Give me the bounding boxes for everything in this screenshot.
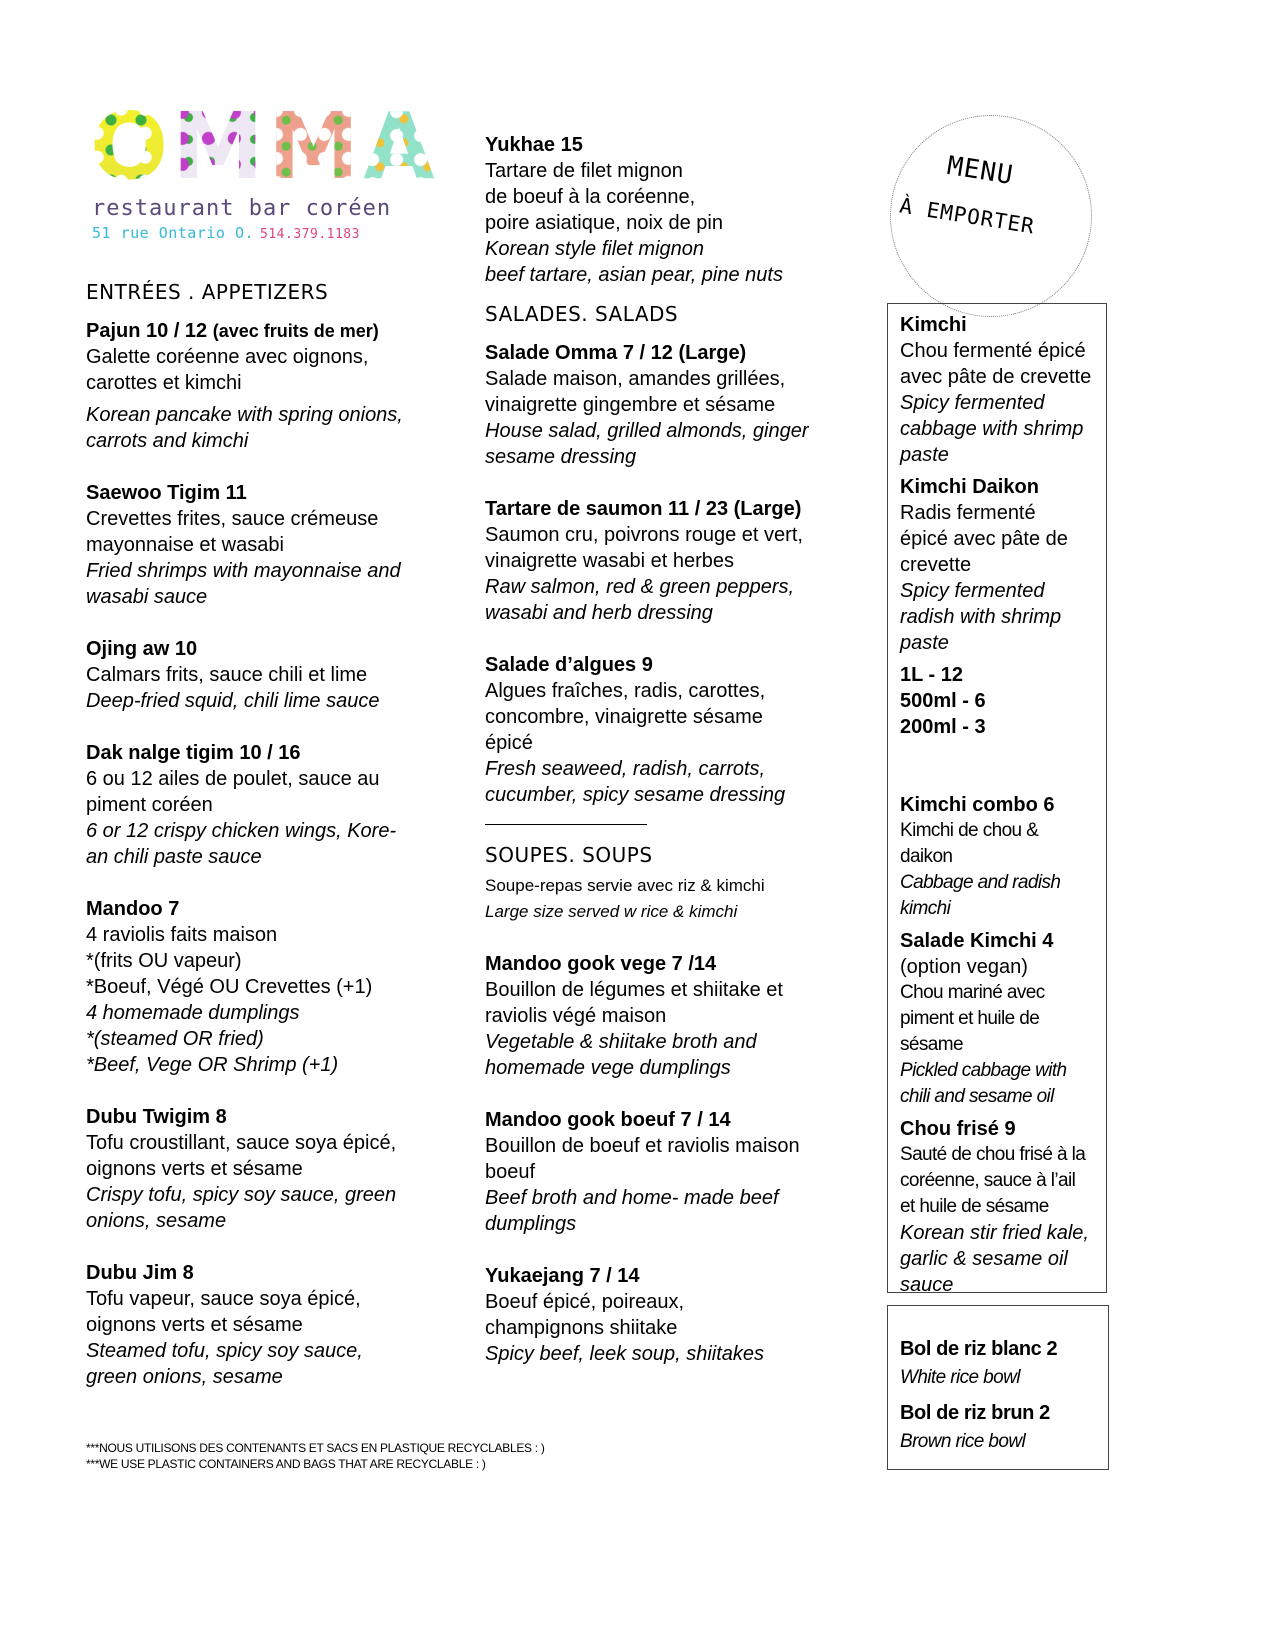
- item-desc-fr: piment et huile de: [900, 1008, 1040, 1029]
- item-desc-en: 6 or 12 crispy chicken wings, Kore-: [86, 820, 397, 842]
- item-name: Salade Kimchi 4: [900, 930, 1054, 952]
- takeout-stamp: [890, 115, 1092, 317]
- item-desc-en: wasabi and herb dressing: [485, 602, 713, 624]
- soups-subtitle-fr: Soupe-repas servie avec riz & kimchi: [485, 876, 765, 895]
- item-desc-fr: Chou fermenté épicé: [900, 340, 1086, 362]
- item-desc-en: Steamed tofu, spicy soy sauce,: [86, 1340, 363, 1362]
- middle-column: [485, 132, 855, 1393]
- item-desc-fr: daikon: [900, 846, 953, 867]
- section-divider: [485, 824, 647, 825]
- item-desc-fr: boeuf: [485, 1161, 536, 1183]
- item-desc-fr: épicé avec pâte de: [900, 528, 1068, 550]
- item-desc-en: paste: [900, 444, 949, 466]
- item-desc-fr: vinaigrette gingembre et sésame: [485, 394, 776, 416]
- item-name: Yukaejang 7 / 14: [485, 1265, 640, 1287]
- item-desc-fr: concombre, vinaigrette sésame: [485, 706, 763, 728]
- item-desc-en: House salad, grilled almonds, ginger: [485, 420, 809, 442]
- item-desc-fr: et huile de sésame: [900, 1196, 1049, 1217]
- item-desc-en: Pickled cabbage with: [900, 1060, 1067, 1081]
- item-desc-en: Fried shrimps with mayonnaise and: [86, 560, 401, 582]
- item-name: Kimchi combo 6: [900, 794, 1055, 816]
- item-name: Kimchi: [900, 314, 967, 336]
- item-desc-fr: 4 raviolis faits maison: [86, 924, 278, 946]
- item-desc-fr: vinaigrette wasabi et herbes: [485, 550, 735, 572]
- size-price: 1L - 12: [900, 664, 963, 686]
- item-desc-fr: Crevettes frites, sauce crémeuse: [86, 508, 379, 530]
- item-desc-fr: champignons shiitake: [485, 1317, 678, 1339]
- item-name: Tartare de saumon 11 / 23 (Large): [485, 498, 802, 520]
- item-name: Salade Omma 7 / 12 (Large): [485, 342, 747, 364]
- item-name: Dubu Jim 8: [86, 1262, 194, 1284]
- item-desc-fr: mayonnaise et wasabi: [86, 534, 284, 556]
- item-name: Saewoo Tigim 11: [86, 482, 247, 504]
- size-price: 500ml - 6: [900, 690, 986, 712]
- item-desc-en: onions, sesame: [86, 1210, 227, 1232]
- item-desc-fr: Tofu croustillant, sauce soya épicé,: [86, 1132, 397, 1154]
- menu-item-tartare-saumon: [485, 496, 855, 626]
- item-note: (option vegan): [900, 956, 1028, 978]
- item-desc-fr: sésame: [900, 1034, 963, 1055]
- item-desc-en: beef tartare, asian pear, pine nuts: [485, 264, 783, 286]
- rice-box: [887, 1305, 1109, 1470]
- item-name: Ojing aw 10: [86, 638, 198, 660]
- section-title-soups: SOUPES. SOUPS: [485, 843, 653, 867]
- item-name: Bol de riz brun 2: [900, 1402, 1050, 1424]
- item-desc-fr: *(frits OU vapeur): [86, 950, 242, 972]
- menu-item-dubu-jim: [86, 1260, 466, 1390]
- menu-item-kimchi-daikon: [900, 474, 1106, 656]
- item-desc-fr: Algues fraîches, radis, carottes,: [485, 680, 766, 702]
- item-desc-en: radish with shrimp: [900, 606, 1062, 628]
- section-title-appetizers: ENTRÉES . APPETIZERS: [86, 280, 329, 304]
- item-name: Dak nalge tigim 10 / 16: [86, 742, 301, 764]
- logo-letter: M: [267, 93, 360, 200]
- item-desc-fr: carottes et kimchi: [86, 372, 242, 394]
- item-name: Chou frisé 9: [900, 1118, 1016, 1140]
- menu-item-mandoo: [86, 896, 466, 1078]
- item-name: Mandoo 7: [86, 898, 180, 920]
- item-desc-en: homemade vege dumplings: [485, 1057, 731, 1079]
- item-desc-en: Vegetable & shiitake broth and: [485, 1031, 757, 1053]
- item-desc-fr: poire asiatique, noix de pin: [485, 212, 723, 234]
- item-desc-en: Spicy fermented: [900, 580, 1045, 602]
- item-desc-en: Beef broth and home- made beef: [485, 1187, 779, 1209]
- item-name: Yukhae 15: [485, 134, 583, 156]
- size-price: 200ml - 3: [900, 716, 986, 738]
- recycling-note-en: ***WE USE PLASTIC CONTAINERS AND BAGS THAT ARE RECYCLABLE : ): [86, 1457, 486, 1471]
- item-desc-fr: Saumon cru, poivrons rouge et vert,: [485, 524, 803, 546]
- menu-item-pajun: [86, 318, 466, 454]
- item-desc-fr: oignons verts et sésame: [86, 1158, 303, 1180]
- logo-letter: A: [363, 93, 435, 200]
- item-desc-en: Raw salmon, red & green peppers,: [485, 576, 795, 598]
- item-name: Kimchi Daikon: [900, 476, 1039, 498]
- item-desc-fr: de boeuf à la coréenne,: [485, 186, 696, 208]
- item-desc-en: Crispy tofu, spicy soy sauce, green: [86, 1184, 397, 1206]
- address-line: [92, 224, 360, 242]
- recycling-note-fr: ***NOUS UTILISONS DES CONTENANTS ET SACS EN PLASTIQUE RECYCLABLES : ): [86, 1441, 545, 1455]
- item-desc-en: cabbage with shrimp: [900, 418, 1084, 440]
- item-desc-en: *(steamed OR fried): [86, 1028, 264, 1050]
- menu-item-yukhae: [485, 132, 855, 288]
- item-desc-en: carrots and kimchi: [86, 430, 249, 452]
- item-desc-en: garlic & sesame oil: [900, 1248, 1068, 1270]
- omma-logo: [90, 93, 435, 200]
- menu-item-kimchi-combo: [900, 792, 1106, 922]
- item-desc-fr: oignons verts et sésame: [86, 1314, 303, 1336]
- menu-item-saewoo-tigim: [86, 480, 466, 610]
- item-desc-fr: Sauté de chou frisé à la: [900, 1144, 1086, 1165]
- item-desc-fr: Bouillon de légumes et shiitake et: [485, 979, 783, 1001]
- item-desc-fr: 6 ou 12 ailes de poulet, sauce au: [86, 768, 380, 790]
- item-desc-fr: Chou mariné avec: [900, 982, 1045, 1003]
- item-desc-en: Korean style filet mignon: [485, 238, 705, 260]
- kimchi-box: [887, 303, 1107, 1296]
- menu-item-mandoo-gook-vege: [485, 951, 855, 1081]
- item-name: Mandoo gook vege 7 /14: [485, 953, 717, 975]
- section-title-salads: SALADES. SALADS: [485, 302, 679, 326]
- logo-letter: O: [90, 93, 169, 200]
- menu-item-kimchi: [900, 312, 1106, 468]
- item-desc-en: sauce: [900, 1274, 954, 1296]
- item-desc-fr: Calmars frits, sauce chili et lime: [86, 664, 368, 686]
- item-desc-en: Korean pancake with spring onions,: [86, 404, 403, 426]
- logo-letter: M: [172, 93, 264, 200]
- item-desc-en: Cabbage and radish: [900, 872, 1061, 893]
- item-name: Dubu Twigim 8: [86, 1106, 227, 1128]
- item-name: Mandoo gook boeuf 7 / 14: [485, 1109, 731, 1131]
- kimchi-sizes: [900, 662, 1106, 740]
- item-desc-fr: Tofu vapeur, sauce soya épicé,: [86, 1288, 361, 1310]
- item-desc-en: dumplings: [485, 1213, 577, 1235]
- item-desc-fr: Kimchi de chou &: [900, 820, 1039, 841]
- item-desc-fr: avec pâte de crevette: [900, 366, 1092, 388]
- item-desc-fr: coréenne, sauce à l’ail: [900, 1170, 1076, 1191]
- item-desc-en: chili and sesame oil: [900, 1086, 1054, 1107]
- stamp-menu-text: MENU: [945, 150, 1016, 192]
- menu-item-dak-nalge-tigim: [86, 740, 466, 870]
- menu-item-salade-algues: [485, 652, 855, 808]
- item-desc-fr: Radis fermenté: [900, 502, 1036, 524]
- item-desc-en: Deep-fried squid, chili lime sauce: [86, 690, 380, 712]
- item-desc-fr: Salade maison, amandes grillées,: [485, 368, 786, 390]
- item-desc-en: wasabi sauce: [86, 586, 208, 608]
- item-desc-en: Spicy beef, leek soup, shiitakes: [485, 1343, 765, 1365]
- menu-item-salade-omma: [485, 340, 855, 470]
- menu-item-salade-kimchi: [900, 928, 1106, 1110]
- item-desc-en: sesame dressing: [485, 446, 637, 468]
- item-desc-fr: Bouillon de boeuf et raviolis maison: [485, 1135, 800, 1157]
- menu-item-mandoo-gook-boeuf: [485, 1107, 855, 1237]
- item-desc-en: Korean stir fried kale,: [900, 1222, 1089, 1244]
- item-desc-en: an chili paste sauce: [86, 846, 262, 868]
- menu-item-dubu-twigim: [86, 1104, 466, 1234]
- item-desc-fr: Galette coréenne avec oignons,: [86, 346, 369, 368]
- item-desc-en: *Beef, Vege OR Shrimp (+1): [86, 1054, 339, 1076]
- item-name: Salade d’algues 9: [485, 654, 653, 676]
- item-desc-en: cucumber, spicy sesame dressing: [485, 784, 786, 806]
- item-desc-en: paste: [900, 632, 949, 654]
- item-desc-fr: *Boeuf, Végé OU Crevettes (+1): [86, 976, 373, 998]
- menu-item-chou-frise: [900, 1116, 1106, 1298]
- item-desc-en: green onions, sesame: [86, 1366, 283, 1388]
- item-desc-en: kimchi: [900, 898, 951, 919]
- item-desc-en: 4 homemade dumplings: [86, 1002, 300, 1024]
- stamp-takeout-text: À EMPORTER: [897, 193, 1037, 239]
- menu-item-brown-rice: [900, 1400, 1108, 1458]
- phone-number: 514.379.1183: [260, 227, 360, 242]
- address: 51 rue Ontario O.: [92, 224, 255, 242]
- menu-item-ojing-aw: [86, 636, 466, 714]
- appetizers-column: [86, 280, 466, 1416]
- item-desc-en: Fresh seaweed, radish, carrots,: [485, 758, 766, 780]
- item-desc-en: Spicy fermented: [900, 392, 1045, 414]
- item-desc-fr: crevette: [900, 554, 972, 576]
- item-desc-en: Brown rice bowl: [900, 1431, 1026, 1452]
- tagline: restaurant bar coréen: [92, 196, 392, 221]
- item-desc-fr: Boeuf épicé, poireaux,: [485, 1291, 685, 1313]
- item-desc-fr: piment coréen: [86, 794, 213, 816]
- item-name: Pajun 10 / 12 (avec fruits de mer): [86, 320, 379, 342]
- item-desc-fr: Tartare de filet mignon: [485, 160, 683, 182]
- item-desc-en: White rice bowl: [900, 1367, 1020, 1388]
- item-name: Bol de riz blanc 2: [900, 1338, 1058, 1360]
- menu-item-white-rice: [900, 1336, 1108, 1394]
- soups-subtitle-en: Large size served w rice & kimchi: [485, 902, 738, 921]
- item-desc-fr: raviolis végé maison: [485, 1005, 667, 1027]
- item-desc-fr: épicé: [485, 732, 533, 754]
- recycling-note: [86, 1440, 545, 1472]
- menu-item-yukaejang: [485, 1263, 855, 1367]
